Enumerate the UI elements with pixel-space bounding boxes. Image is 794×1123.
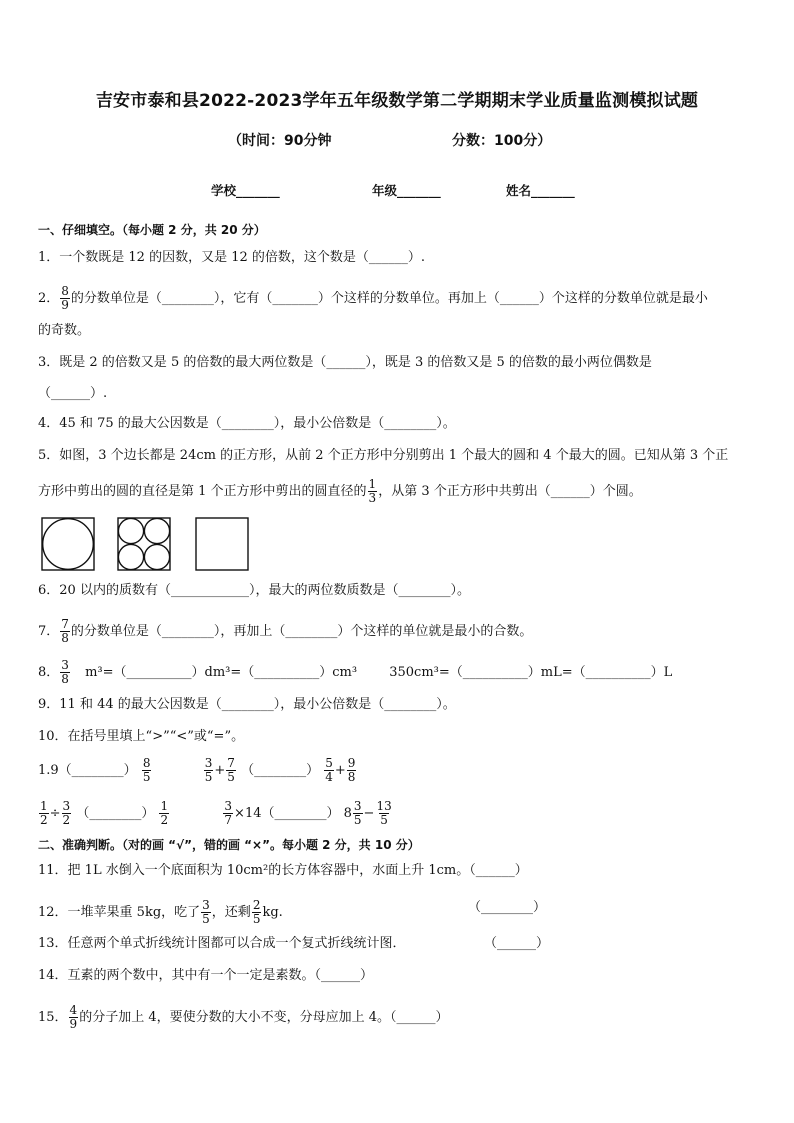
question-2 (38, 285, 708, 312)
question-10-row-2 (38, 800, 394, 827)
question-text: 350cm³=（__________）mL=（__________）L (389, 665, 673, 680)
fraction (62, 800, 72, 827)
denominator: 8 (61, 631, 69, 645)
section-1-heading: 一、仔细填空。（每小题 2 分，共 20 分） (38, 223, 266, 237)
denominator: 2 (40, 813, 48, 827)
question-number: 8． (38, 665, 60, 680)
question-3: 3．既是 2 的倍数又是 5 的倍数的最大两位数是（______），既是 3 的倍数又是 5 的倍数的最小两位偶数是 (38, 355, 652, 370)
denominator: 2 (62, 813, 71, 827)
question-text: ，从第 3 个正方形中共剪出（______）个圆。 (378, 484, 642, 499)
numerator: 7 (227, 756, 235, 770)
question-13: 13．任意两个单式折线统计图都可以合成一个复式折线统计图． (38, 936, 406, 951)
answer-blank[interactable]: （________） (468, 900, 547, 915)
small-circle (144, 544, 169, 569)
numerator: 9 (347, 756, 356, 770)
operator: − (363, 806, 375, 821)
fraction (60, 659, 70, 686)
denominator: 5 (142, 770, 151, 784)
large-circle (43, 519, 94, 570)
question-9: 9．11 和 44 的最大公因数是（________），最小公倍数是（________）。 (38, 697, 456, 712)
section-2-heading: 二、准确判断。（对的画 “√”，错的画 “×”。每小题 2 分，共 10 分） (38, 838, 420, 852)
question-number: 15． (38, 1010, 68, 1025)
numerator: 8 (61, 284, 69, 298)
squares-figure (41, 517, 251, 571)
question-1: 1．一个数既是 12 的因数，又是 12 的倍数，这个数是（______）. (38, 250, 426, 265)
fraction (375, 800, 392, 827)
numerator: 3 (62, 799, 71, 813)
numerator: 8 (142, 756, 151, 770)
fraction (39, 800, 49, 827)
question-11: 11．把 1L 水倒入一个底面积为 10cm²的长方体容器中，水面上升 1cm。（______） (38, 863, 528, 878)
denominator: 9 (69, 1017, 78, 1031)
denominator: 8 (61, 672, 69, 686)
operator: ÷ (49, 806, 61, 821)
question-text: 12．一堆苹果重 5kg，吃了 (38, 905, 201, 920)
fraction (159, 800, 169, 827)
denominator: 3 (368, 491, 377, 505)
numerator: 3 (353, 799, 362, 813)
fraction (201, 899, 211, 926)
denominator: 5 (380, 813, 388, 827)
question-text: m³=（__________）dm³=（__________）cm³ (85, 665, 358, 680)
question-10: 10．在括号里填上“>”“<”或“=”。 (38, 729, 245, 744)
numerator: 2 (252, 898, 261, 912)
school-field[interactable]: 学校_______ (211, 183, 280, 198)
question-8 (38, 659, 672, 686)
small-circle (118, 544, 143, 569)
question-5-continued (38, 478, 642, 505)
question-12 (38, 899, 283, 926)
page-title: 吉安市泰和县2022-2023学年五年级数学第二学期期末学业质量监测模拟试题 (95, 91, 699, 111)
denominator: 5 (204, 770, 213, 784)
question-number: 2． (38, 291, 60, 306)
fraction (60, 618, 70, 645)
numerator: 3 (204, 756, 213, 770)
fraction (204, 757, 214, 784)
small-circle (144, 518, 169, 543)
question-text: kg. (262, 905, 283, 920)
numerator: 5 (325, 756, 333, 770)
denominator: 5 (227, 770, 235, 784)
denominator: 4 (325, 770, 333, 784)
fraction (347, 757, 357, 784)
numerator: 13 (376, 799, 392, 813)
question-15 (38, 1004, 449, 1031)
compare-item: 1.9（________） (38, 763, 137, 778)
numerator: 3 (224, 799, 233, 813)
question-text: 的分数单位是（________），它有（_______）个这样的分数单位。再加上（______）个这样的分数单位就是最小 (70, 291, 708, 306)
question-4: 4．45 和 75 的最大公因数是（________），最小公倍数是（________）。 (38, 416, 456, 431)
question-14: 14．互素的两个数中，其中有一个一定是素数。（______） (38, 968, 374, 983)
numerator: 3 (61, 658, 69, 672)
exam-time: （时间：90分钟 (228, 133, 332, 149)
fraction (69, 1004, 79, 1031)
mixed-number-whole: 8 (343, 806, 352, 821)
fraction (353, 800, 363, 827)
question-text: ，还剩 (211, 905, 251, 920)
question-number: 7． (38, 624, 60, 639)
compare-item: ×14（________） (234, 806, 340, 821)
numerator: 1 (160, 799, 169, 813)
question-2-continued: 的奇数。 (38, 323, 91, 338)
question-text: 方形中剪出的圆的直径是第 1 个正方形中剪出的圆直径的 (38, 484, 367, 499)
fraction (324, 757, 334, 784)
name-field[interactable]: 姓名_______ (506, 183, 575, 198)
question-text: 的分子加上 4，要使分数的大小不变，分母应加上 4。（______） (79, 1010, 449, 1025)
square-3 (196, 518, 248, 570)
square-2 (118, 518, 170, 570)
answer-blank[interactable]: （________） (76, 806, 155, 821)
question-3-continued: （______）. (38, 386, 108, 401)
fraction (223, 800, 233, 827)
numerator: 3 (202, 898, 210, 912)
grade-field[interactable]: 年级_______ (372, 183, 441, 198)
denominator: 5 (252, 912, 261, 926)
numerator: 4 (69, 1003, 78, 1017)
question-5: 5．如图，3 个边长都是 24cm 的正方形，从前 2 个正方形中分别剪出 1 个最大的圆和 4 个最大的圆。已知从第 3 个正 (38, 448, 729, 463)
answer-blank[interactable]: （______） (484, 936, 550, 951)
question-10-row-1 (38, 757, 357, 784)
fraction (142, 757, 152, 784)
numerator: 7 (61, 617, 69, 631)
denominator: 9 (61, 298, 69, 312)
answer-blank[interactable]: （________） (241, 763, 320, 778)
denominator: 5 (202, 912, 210, 926)
operator: + (334, 763, 346, 778)
denominator: 8 (347, 770, 356, 784)
question-text: 的分数单位是（________），再加上（________）个这样的单位就是最小的合数。 (70, 624, 533, 639)
fraction (226, 757, 236, 784)
question-6: 6．20 以内的质数有（____________），最大的两位数质数是（________）。 (38, 583, 470, 598)
small-circle (118, 518, 143, 543)
question-7 (38, 618, 532, 645)
fraction (60, 285, 70, 312)
operator: + (214, 763, 226, 778)
fraction (368, 478, 378, 505)
denominator: 7 (224, 813, 233, 827)
exam-score: 分数：100分） (452, 133, 552, 149)
fraction (252, 899, 262, 926)
numerator: 1 (368, 477, 377, 491)
numerator: 1 (40, 799, 48, 813)
denominator: 5 (353, 813, 362, 827)
denominator: 2 (160, 813, 169, 827)
